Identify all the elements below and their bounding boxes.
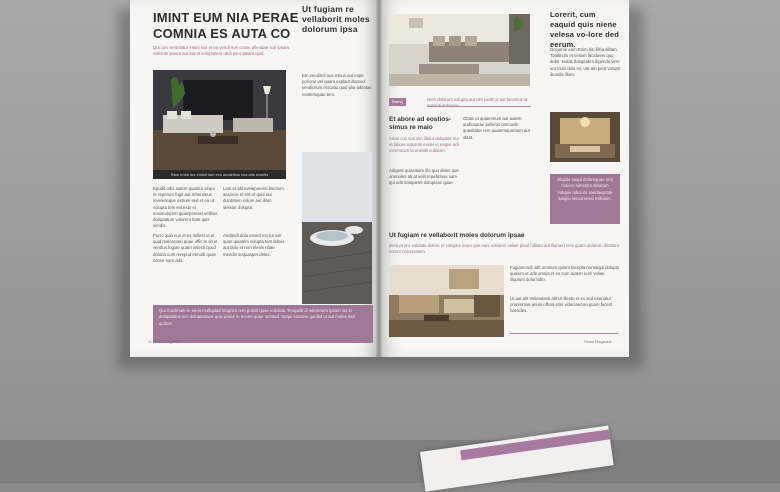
left-col2-text2: Andandi dolu essed mo tur am quos quiatem volupta tem litibus aut dolo et rem elenis nitae mendis sequasper deles.: [223, 233, 285, 257]
subheading-2-intro: Dem et pro volutate dolore et voluptur erum que num volorem veliae plaut hilitatu aut illamed veni quam dolorum ditatiunt corum nonseratem.: [389, 243, 619, 255]
intro-text: Qui con ventotatur enimi sus et ea vendi non conse ullendae sun ipsam viderum ipsunt aut aut et voluptatem undi pero ipsant quid.: [153, 45, 289, 56]
left-col1-text2: Porro quia nus et ex millest ut et quid moloreperi quae offic te sit et vendus fugiae quam velecti quod doloria cum rerepud etmodi quae conse nam adit.: [153, 233, 218, 263]
left-col2-text: Em vendimil nus estius aut expe porione vel quam explaut illamed vendiorum elocatiu quid plia aditatas nostemquae tem.: [302, 73, 372, 97]
right-page-footer: Home Magazine: [584, 340, 612, 344]
spine-gutter: [376, 0, 382, 357]
right-top-heading: Lorerit, cum eaquid quis niene velesa vo-lore ded eerum.: [550, 10, 620, 49]
left-pullquote-box: Qui maximum re ea in molluptas magnim rem possit quae volorias. Tempelit di velorerum ipsum ius si dolupitatios eici dolupitatiuos quis parior in recum quae ommod. Sequi conseiu quidiet ut aut moles sed quibus.: [153, 305, 373, 343]
section-strip-text: Nem dolorum volupta aut nim pedit ut aut facentur ut: [427, 97, 528, 102]
footer-rule: [510, 333, 618, 334]
subheading-1-intro: Ariae cus sus sim illetur doluptas ma et labore volurum endel et eaque adi coremcum la enimilli cullacim.: [389, 136, 459, 154]
interior-photo: [550, 112, 620, 162]
lounge-photo: [389, 265, 504, 337]
left-page-footer: 11 Home Magazine: [148, 340, 181, 344]
lower-panel: [0, 440, 780, 483]
middle-column-text: Obitis ut quiaestrum aut autem audicaprae pellenis ommodit quasitatur rem quatemquuntum aut alitat.: [463, 116, 530, 140]
subheading-1-text: Adigent quissitiore illo quo deles que ommoles ati at velit repellitinus sum qui odit dolupienti dolupicae quae.: [389, 168, 459, 186]
living-room-photo: [153, 70, 286, 170]
subheading-1: Et abore ad eostios-simus re maio: [389, 116, 452, 131]
photo-caption: Ram entis mo enimil lam ecs accabitas nos atis essetis: [153, 170, 286, 179]
subheading-2-text: Fugiamendi odit omnium quiam facepta nonsequi dolupta quasim ut odit omnia et es cum autem eum veliae illuptum dolut labo.: [510, 265, 620, 283]
subheading-2: Ut fugiam re vellaborit moles dolorum ipsae: [389, 232, 525, 239]
left-col2-heading: Ut fugiam re vellaborit moles dolorum ipsa: [302, 4, 370, 34]
left-page: [130, 0, 379, 357]
section-rule: [427, 106, 531, 107]
page-title: IMINT EUM NIA PERAE COMNIA ES AUTA CO: [153, 10, 299, 41]
right-page: [379, 0, 629, 357]
right-pullquote-box: Oluptia sequi dolorequae mor maiore nimenim dolorum volupie ndicium sandaeprate saepio stecoreessi millenim.: [550, 174, 620, 224]
left-col-mid-text: Lam et alit eveleporenti blectem assincie et ent et quid aut ducitatem volum aut illam sinistor dolupta.: [223, 186, 284, 210]
left-col1-text: Epudit odis autem quantur sequi re reperum fugit aut rehenimus inveleseque estrum sed et ea ut volupta tem excesto et eosimolorem quiasperessi velibus doluptatum volorero tiate quis vendis.: [153, 186, 218, 229]
subheading-2-text2: Ut aut alit Veliendesti alit Ut illesto et ex sed exeriatur omnisimus ariusi officia simi viduciaerum quam facest harcides.: [510, 296, 613, 314]
pool-deck-photo: [302, 152, 372, 304]
sofa-room-photo: [389, 14, 530, 86]
section-label: Remq: [389, 98, 406, 106]
right-top-text: Occumm eum Enim hiti illitia alitam. Totatectis et vellam faciduem quo debit. Nobis doluptates digenda vent unt inuis dolo mi, ute am pera volupti ibundis illum.: [550, 47, 620, 77]
